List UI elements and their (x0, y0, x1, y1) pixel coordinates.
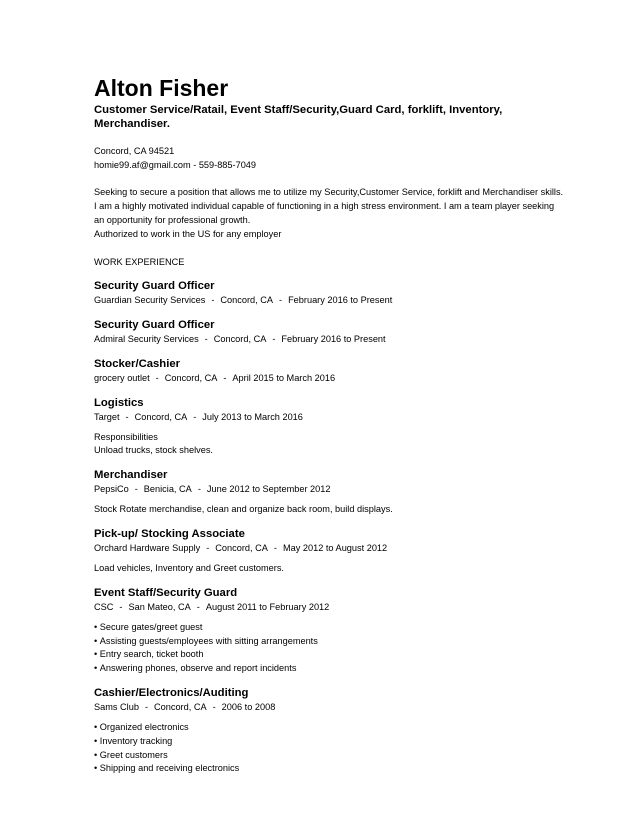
job-bullet-list (94, 621, 564, 675)
job-company: Guardian Security Services (94, 295, 206, 305)
job-description-text: Stock Rotate merchandise, clean and organize back room, build displays. (94, 504, 393, 514)
work-authorization: Authorized to work in the US for any employer (94, 229, 282, 239)
job-meta: grocery outlet - Concord, CA - April 2015 to March 2016 (94, 373, 336, 383)
job-meta: Admiral Security Services - Concord, CA - February 2016 to Present (94, 334, 386, 344)
job-description-text: Unload trucks, stock shelves. (94, 445, 213, 455)
job-entry (94, 279, 564, 307)
job-location: Concord, CA (220, 295, 273, 305)
job-entry (94, 357, 564, 385)
job-entry (94, 396, 564, 457)
job-bullet-list (94, 721, 564, 775)
job-dates: June 2012 to September 2012 (206, 484, 331, 494)
job-dates: February 2016 to Present (288, 295, 393, 305)
list-item: • Answering phones, observe and report incidents (94, 662, 564, 676)
job-dates: April 2015 to March 2016 (232, 373, 336, 383)
job-dates: February 2016 to Present (281, 334, 386, 344)
summary-text: Seeking to secure a position that allows me to utilize my Security,Customer Service, forklift and Merchandiser skills. I am a highly motivated individual capable of functioning in a high stress environment. I am a team player seeking an opportunity for professional growth. (94, 187, 564, 225)
list-item: • Greet customers (94, 749, 564, 763)
job-meta: Guardian Security Services - Concord, CA - February 2016 to Present (94, 295, 393, 305)
job-description-text: Load vehicles, Inventory and Greet customers. (94, 563, 284, 573)
contact-email-phone: homie99.af@gmail.com - 559-885-7049 (94, 160, 257, 170)
job-company: Sams Club (94, 702, 139, 713)
list-item: • Entry search, ticket booth (94, 648, 564, 662)
job-title: Stocker/Cashier (94, 358, 181, 370)
job-entry (94, 586, 564, 675)
job-company: Orchard Hardware Supply (94, 543, 201, 553)
list-item: • Shipping and receiving electronics (94, 762, 564, 776)
job-title: Security Guard Officer (94, 319, 215, 331)
job-location: Benicia, CA (143, 484, 192, 494)
section-title-work-experience: WORK EXPERIENCE (94, 257, 185, 267)
job-dates: July 2013 to March 2016 (202, 412, 303, 422)
contact-location: Concord, CA 94521 (94, 146, 175, 156)
job-title: Pick-up/ Stocking Associate (94, 528, 245, 540)
job-location: Concord, CA (164, 373, 218, 383)
job-location: San Mateo, CA (128, 602, 191, 612)
job-title: Merchandiser (94, 469, 168, 481)
job-location: Concord, CA (134, 412, 188, 422)
job-description (94, 431, 564, 457)
job-dates: 2006 to 2008 (221, 702, 276, 713)
job-location: Concord, CA (154, 702, 207, 713)
job-entry (94, 318, 564, 346)
job-title: Security Guard Officer (94, 280, 215, 292)
headline: Customer Service/Ratail, Event Staff/Security,Guard Card, forklift, Inventory, Merchandiser. (94, 104, 503, 130)
job-meta: Sams Club - Concord, CA - 2006 to 2008 (94, 702, 276, 713)
job-meta: Orchard Hardware Supply - Concord, CA - May 2012 to August 2012 (94, 543, 388, 553)
job-dates: May 2012 to August 2012 (282, 543, 388, 553)
summary-block (94, 185, 564, 241)
job-location: Concord, CA (215, 543, 268, 553)
job-description-heading: Responsibilities (94, 432, 158, 442)
job-title: Event Staff/Security Guard (94, 587, 238, 599)
contact-block (94, 144, 564, 172)
job-entry (94, 468, 564, 516)
list-item: • Inventory tracking (94, 735, 564, 749)
job-company: Admiral Security Services (94, 334, 199, 344)
resume-page (94, 74, 564, 776)
job-meta: PepsiCo - Benicia, CA - June 2012 to September 2012 (94, 484, 331, 494)
list-item: • Assisting guests/employees with sitting arrangements (94, 635, 564, 649)
job-title: Cashier/Electronics/Auditing (94, 687, 249, 700)
list-item: • Organized electronics (94, 721, 564, 735)
job-location: Concord, CA (213, 334, 267, 344)
list-item: • Secure gates/greet guest (94, 621, 564, 635)
job-dates: August 2011 to February 2012 (205, 602, 330, 612)
job-entry (94, 527, 564, 575)
job-company: CSC (94, 602, 114, 612)
job-meta: CSC - San Mateo, CA - August 2011 to February 2012 (94, 602, 330, 612)
job-entry (94, 686, 564, 775)
job-company: Target (94, 412, 120, 422)
job-company: grocery outlet (94, 373, 150, 383)
job-company: PepsiCo (94, 484, 129, 494)
job-meta: Target - Concord, CA - July 2013 to March 2016 (94, 412, 303, 422)
job-title: Logistics (94, 397, 144, 409)
candidate-name: Alton Fisher (94, 75, 229, 101)
